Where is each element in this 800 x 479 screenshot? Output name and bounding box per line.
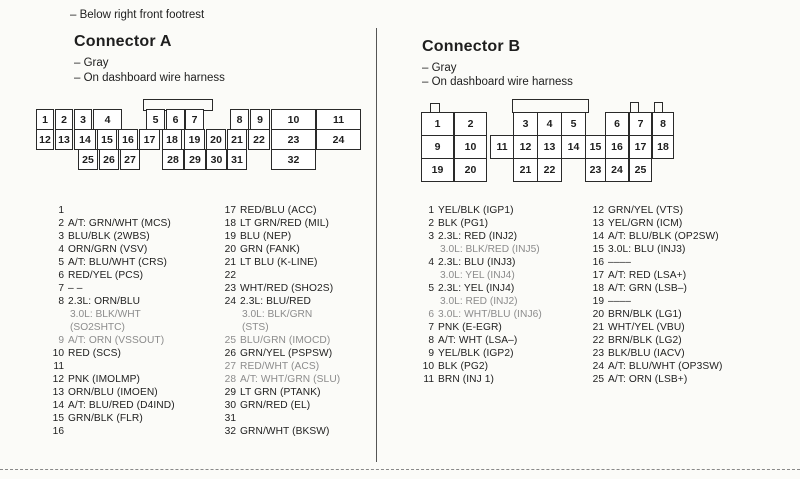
pin-wire-description: RED (SCS): [68, 348, 121, 359]
pin-number: 10: [52, 348, 64, 359]
pin-wire-description: A/T: BLU/RED (D4IND): [68, 400, 175, 411]
connector-a-pin: 12: [36, 129, 54, 150]
connector-b-pin: 4: [537, 112, 562, 136]
connector-b-pin: 2: [454, 112, 487, 136]
connector-b-pin: 23: [585, 158, 606, 182]
connector-a-pin: 20: [206, 129, 226, 150]
pin-number: 21: [592, 322, 604, 333]
pin-wire-description: 2.3L: ORN/BLU: [68, 296, 141, 307]
connector-b-pin: 24: [605, 158, 629, 182]
pin-list-row: [212, 399, 340, 412]
connector-a-pin: 10: [271, 109, 316, 130]
pin-number: 17: [592, 270, 604, 281]
pin-list-row: [580, 360, 722, 373]
connector-b-pin: 19: [421, 158, 454, 182]
pin-wire-description: RED/BLU (ACC): [240, 205, 317, 216]
connector-a-pin: 11: [316, 109, 361, 130]
pin-wire-description: A/T: GRN/WHT (MCS): [68, 218, 171, 229]
pin-wire-description: BRN/BLK (LG2): [608, 335, 682, 346]
pin-number: 6: [58, 270, 64, 281]
pin-number: 24: [224, 296, 236, 307]
pin-number: 8: [428, 335, 434, 346]
connector-a-pin: 22: [248, 129, 270, 150]
pin-wire-description: PNK (IMOLMP): [68, 374, 140, 385]
pin-wire-description: YEL/BLK (IGP2): [438, 348, 514, 359]
pin-number: 12: [592, 205, 604, 216]
connector-a-title: Connector A: [74, 33, 172, 50]
pin-wire-description: WHT/RED (SHO2S): [240, 283, 334, 294]
connector-a-pin: 25: [78, 149, 98, 170]
pin-wire-description: 2.3L: BLU/RED: [240, 296, 311, 307]
pin-number: 30: [224, 400, 236, 411]
pin-wire-description: GRN/BLK (FLR): [68, 413, 143, 424]
pin-wire-description: RED/YEL (PCS): [68, 270, 144, 281]
pin-number: 25: [592, 374, 604, 385]
pin-wire-description: YEL/GRN (ICM): [608, 218, 683, 229]
pin-number: 22: [224, 270, 236, 281]
pin-wire-description: 3.0L: WHT/BLU (INJ6): [438, 309, 542, 320]
connector-a-pin: 14: [74, 129, 96, 150]
pin-wire-description-continued: 3.0L: BLK/GRN: [242, 309, 313, 320]
connector-a-pin: 28: [162, 149, 184, 170]
pin-list-row: [212, 217, 340, 230]
pin-number: 15: [52, 413, 64, 424]
pin-number: 6: [428, 309, 434, 320]
pin-number: 18: [224, 218, 236, 229]
pin-wire-description: GRN (FANK): [240, 244, 300, 255]
pin-wire-description: ––––: [608, 257, 632, 268]
connector-b-pin: 5: [561, 112, 586, 136]
connector-b-pin: 7: [629, 112, 652, 136]
pin-number: 32: [224, 426, 236, 437]
pin-wire-description: ORN/BLU (IMOEN): [68, 387, 158, 398]
pin-number: 12: [52, 374, 64, 385]
pin-wire-description-continued: 3.0L: BLK/RED (INJ5): [440, 244, 540, 255]
pin-list-row: [410, 217, 542, 230]
pin-list-row: [40, 295, 175, 308]
connector-b-pin: 6: [605, 112, 629, 136]
pin-wire-description: A/T: ORN (LSB+): [608, 374, 688, 385]
pin-list-row: [40, 412, 175, 425]
pin-wire-description: BLU/BLK (2WBS): [68, 231, 150, 242]
pin-list-row: [580, 373, 722, 386]
connector-a-note-color: – Gray: [74, 57, 109, 69]
pin-wire-description: ORN/GRN (VSV): [68, 244, 148, 255]
pin-number: 14: [592, 231, 604, 242]
connector-a-pin: 8: [230, 109, 249, 130]
connector-b-pin: 8: [652, 112, 674, 136]
pin-number: 5: [428, 283, 434, 294]
pin-list-row: [212, 204, 340, 217]
pin-wire-description: BLK/BLU (IACV): [608, 348, 685, 359]
connector-a-pin-list-left: [40, 204, 175, 438]
connector-b-pin: 14: [561, 135, 586, 159]
pin-number: 19: [224, 231, 236, 242]
connector-b-pin: 13: [537, 135, 562, 159]
pin-number: 10: [422, 361, 434, 372]
connector-b-pin-list-right: [580, 204, 722, 386]
pin-wire-description: 2.3L: RED (INJ2): [438, 231, 518, 242]
pin-wire-description: LT GRN/RED (MIL): [240, 218, 329, 229]
pin-wire-description-continued: 3.0L: BLK/WHT: [70, 309, 141, 320]
connector-b-pin: 21: [513, 158, 538, 182]
pin-number: 11: [53, 361, 64, 372]
pin-list-row: [40, 243, 175, 256]
pin-list-row: [40, 269, 175, 282]
pin-wire-description: BLU/GRN (IMOCD): [240, 335, 331, 346]
pin-number: 2: [58, 218, 64, 229]
connector-a-pin: 6: [166, 109, 185, 130]
pin-list-row: [212, 412, 340, 425]
pin-list-row: [580, 321, 722, 334]
connector-a-pin: 16: [118, 129, 138, 150]
pin-list-row: [212, 269, 340, 282]
pin-wire-description: GRN/RED (EL): [240, 400, 311, 411]
connector-b-pin: 18: [652, 135, 674, 159]
pin-number: 16: [592, 257, 604, 268]
pin-number: 18: [592, 283, 604, 294]
pin-list-row: [212, 386, 340, 399]
pin-number: 3: [58, 231, 64, 242]
pin-number: 21: [224, 257, 236, 268]
pin-number: 5: [58, 257, 64, 268]
connector-b-pin: 11: [490, 135, 514, 159]
connector-b-pin: 3: [513, 112, 538, 136]
connector-a-pin: 31: [227, 149, 247, 170]
pin-number: 15: [592, 244, 604, 255]
pin-list-row: [212, 347, 340, 360]
connector-b-pin: 9: [421, 135, 454, 159]
pin-list-row: [580, 256, 722, 269]
pin-list-row: [580, 308, 722, 321]
pin-number: 26: [224, 348, 236, 359]
pin-list-row: [580, 243, 722, 256]
pin-list-row: [40, 256, 175, 269]
connector-b-pin: 22: [537, 158, 562, 182]
pin-wire-description: A/T: RED (LSA+): [608, 270, 687, 281]
pin-list-row: [410, 308, 542, 321]
pin-list-row: [580, 230, 722, 243]
connector-a-pin: 3: [74, 109, 92, 130]
connector-a-pin: 19: [184, 129, 205, 150]
pin-list-row: [580, 282, 722, 295]
pin-wire-description: GRN/WHT (BKSW): [240, 426, 330, 437]
pin-number: 8: [58, 296, 64, 307]
pin-wire-description-continued: (STS): [242, 322, 269, 333]
pin-number: 23: [224, 283, 236, 294]
connector-a-pin: 13: [55, 129, 73, 150]
connector-a-pin: 7: [185, 109, 204, 130]
pin-number: 22: [592, 335, 604, 346]
pin-list-row: [212, 243, 340, 256]
pin-number: 25: [224, 335, 236, 346]
connector-a-pin: 2: [55, 109, 73, 130]
pin-list-row: [212, 282, 340, 295]
pin-wire-description: WHT/YEL (VBU): [608, 322, 685, 333]
connector-a-pin: 4: [93, 109, 122, 130]
connector-a-pin: 29: [184, 149, 206, 170]
connector-a-pin: 23: [271, 129, 316, 150]
pin-list-row: [580, 217, 722, 230]
pin-wire-description: A/T: BLU/BLK (OP2SW): [608, 231, 719, 242]
pin-wire-description: BRN/BLK (LG1): [608, 309, 682, 320]
pin-number: 20: [592, 309, 604, 320]
pin-list-row: [580, 334, 722, 347]
pin-number: 14: [52, 400, 64, 411]
pin-list-row: [212, 360, 340, 373]
pin-list-row: [410, 373, 542, 386]
connector-a-pin: 24: [316, 129, 361, 150]
pin-list-row: [40, 217, 175, 230]
connector-b-pin: 12: [513, 135, 538, 159]
connector-b-pin-list-left: [410, 204, 542, 386]
pin-list-row: [40, 373, 175, 386]
pin-number: 9: [58, 335, 64, 346]
pin-list-row: [410, 256, 542, 269]
connector-b-note-color: – Gray: [422, 62, 457, 74]
connector-b-pin: 1: [421, 112, 454, 136]
pin-wire-description: A/T: ORN (VSSOUT): [68, 335, 165, 346]
pin-number: 4: [58, 244, 64, 255]
pin-list-row: [212, 295, 340, 308]
pin-wire-description: YEL/BLK (IGP1): [438, 205, 514, 216]
pin-wire-description-continued: 3.0L: RED (INJ2): [440, 296, 518, 307]
pin-wire-description: A/T: GRN (LSB–): [608, 283, 688, 294]
pin-wire-description: BLK (PG2): [438, 361, 489, 372]
connector-a-pin: 21: [227, 129, 247, 150]
connector-a-pin: 5: [146, 109, 165, 130]
pin-list-row: [212, 373, 340, 386]
pin-wire-description: 2.3L: BLU (INJ3): [438, 257, 516, 268]
pin-number: 29: [224, 387, 236, 398]
pin-wire-description: 2.3L: YEL (INJ4): [438, 283, 515, 294]
connector-b-pin: 25: [629, 158, 652, 182]
connector-a-pin: 1: [36, 109, 54, 130]
pin-list-row: [410, 360, 542, 373]
pin-wire-description: LT BLU (K-LINE): [240, 257, 318, 268]
connector-a-pin-list-right: [212, 204, 340, 438]
pin-wire-description: GRN/YEL (VTS): [608, 205, 684, 216]
connector-b-pin: 10: [454, 135, 487, 159]
connector-b-title: Connector B: [422, 38, 521, 55]
pin-number: 17: [224, 205, 236, 216]
pin-wire-description: A/T: WHT (LSA–): [438, 335, 518, 346]
pin-list-row: [212, 256, 340, 269]
pin-list-row: [40, 230, 175, 243]
pin-list-row: [40, 334, 175, 347]
pin-number: 23: [592, 348, 604, 359]
pin-number: 11: [423, 374, 434, 385]
connector-b-pin: 15: [585, 135, 606, 159]
pin-wire-description-continued: 3.0L: YEL (INJ4): [440, 270, 515, 281]
connector-a-pin: 9: [250, 109, 270, 130]
pin-list-row: [410, 282, 542, 295]
pin-number: 28: [224, 374, 236, 385]
pin-list-row: [410, 334, 542, 347]
pin-list-row: [40, 204, 175, 217]
pin-number: 1: [58, 205, 64, 216]
pin-list-row: [40, 399, 175, 412]
pin-list-row: [580, 204, 722, 217]
pin-list-row: [40, 360, 175, 373]
pin-number: 3: [428, 231, 434, 242]
pin-number: 31: [224, 413, 236, 424]
connector-a-pin: 27: [120, 149, 140, 170]
pin-wire-description: A/T: BLU/WHT (CRS): [68, 257, 167, 268]
pin-number: 7: [58, 283, 64, 294]
connector-b-pin: 17: [629, 135, 652, 159]
pin-list-row: [410, 347, 542, 360]
pin-wire-description: – –: [68, 283, 83, 294]
pin-list-row: [212, 334, 340, 347]
pin-number: 16: [52, 426, 64, 437]
pin-number: 2: [428, 218, 434, 229]
pin-wire-description: ––––: [608, 296, 632, 307]
pin-list-row: [580, 295, 722, 308]
connector-a-pin: 17: [139, 129, 160, 150]
connector-a-pin: 30: [206, 149, 227, 170]
pin-list-row: [212, 425, 340, 438]
pin-number: 7: [428, 322, 434, 333]
connector-b-pin: 20: [454, 158, 487, 182]
bottom-rule: [0, 469, 800, 471]
pin-wire-description: LT GRN (PTANK): [240, 387, 321, 398]
pin-number: 24: [592, 361, 604, 372]
pin-wire-description: PNK (E-EGR): [438, 322, 502, 333]
connector-a-pin: 26: [99, 149, 119, 170]
pin-number: 20: [224, 244, 236, 255]
pin-wire-description: RED/WHT (ACS): [240, 361, 320, 372]
connector-b-pin: 16: [605, 135, 629, 159]
pin-wire-description: BLU (NEP): [240, 231, 292, 242]
pin-list-row: [580, 347, 722, 360]
connector-a-pin: 18: [162, 129, 182, 150]
pin-number: 19: [592, 296, 604, 307]
pin-list-row: [40, 386, 175, 399]
pin-list-row: [40, 282, 175, 295]
top-note: – Below right front footrest: [70, 9, 205, 21]
pin-number: 27: [224, 361, 236, 372]
connector-b-note-location: – On dashboard wire harness: [422, 76, 573, 88]
pin-number: 9: [428, 348, 434, 359]
pin-number: 13: [592, 218, 604, 229]
pin-wire-description: BRN (INJ 1): [438, 374, 495, 385]
pin-list-row: [410, 204, 542, 217]
pin-wire-description: A/T: BLU/WHT (OP3SW): [608, 361, 723, 372]
pin-wire-description: 3.0L: BLU (INJ3): [608, 244, 686, 255]
pin-list-row: [40, 425, 175, 438]
pin-number: 1: [428, 205, 434, 216]
connector-a-note-location: – On dashboard wire harness: [74, 72, 225, 84]
pin-number: 4: [428, 257, 434, 268]
connector-a-pin: 32: [271, 149, 316, 170]
pin-number: 13: [52, 387, 64, 398]
column-divider: [376, 28, 377, 462]
pin-wire-description: GRN/YEL (PSPSW): [240, 348, 333, 359]
connector-b-latch: [512, 99, 589, 113]
pin-list-row: [410, 230, 542, 243]
pin-list-row: [580, 269, 722, 282]
pin-wire-description: A/T: WHT/GRN (SLU): [240, 374, 341, 385]
pin-wire-description-continued: (SO2SHTC): [70, 322, 125, 333]
pin-list-row: [410, 321, 542, 334]
pin-wire-description: BLK (PG1): [438, 218, 489, 229]
pin-list-row: [40, 347, 175, 360]
pin-list-row: [212, 230, 340, 243]
connector-a-pin: 15: [97, 129, 117, 150]
